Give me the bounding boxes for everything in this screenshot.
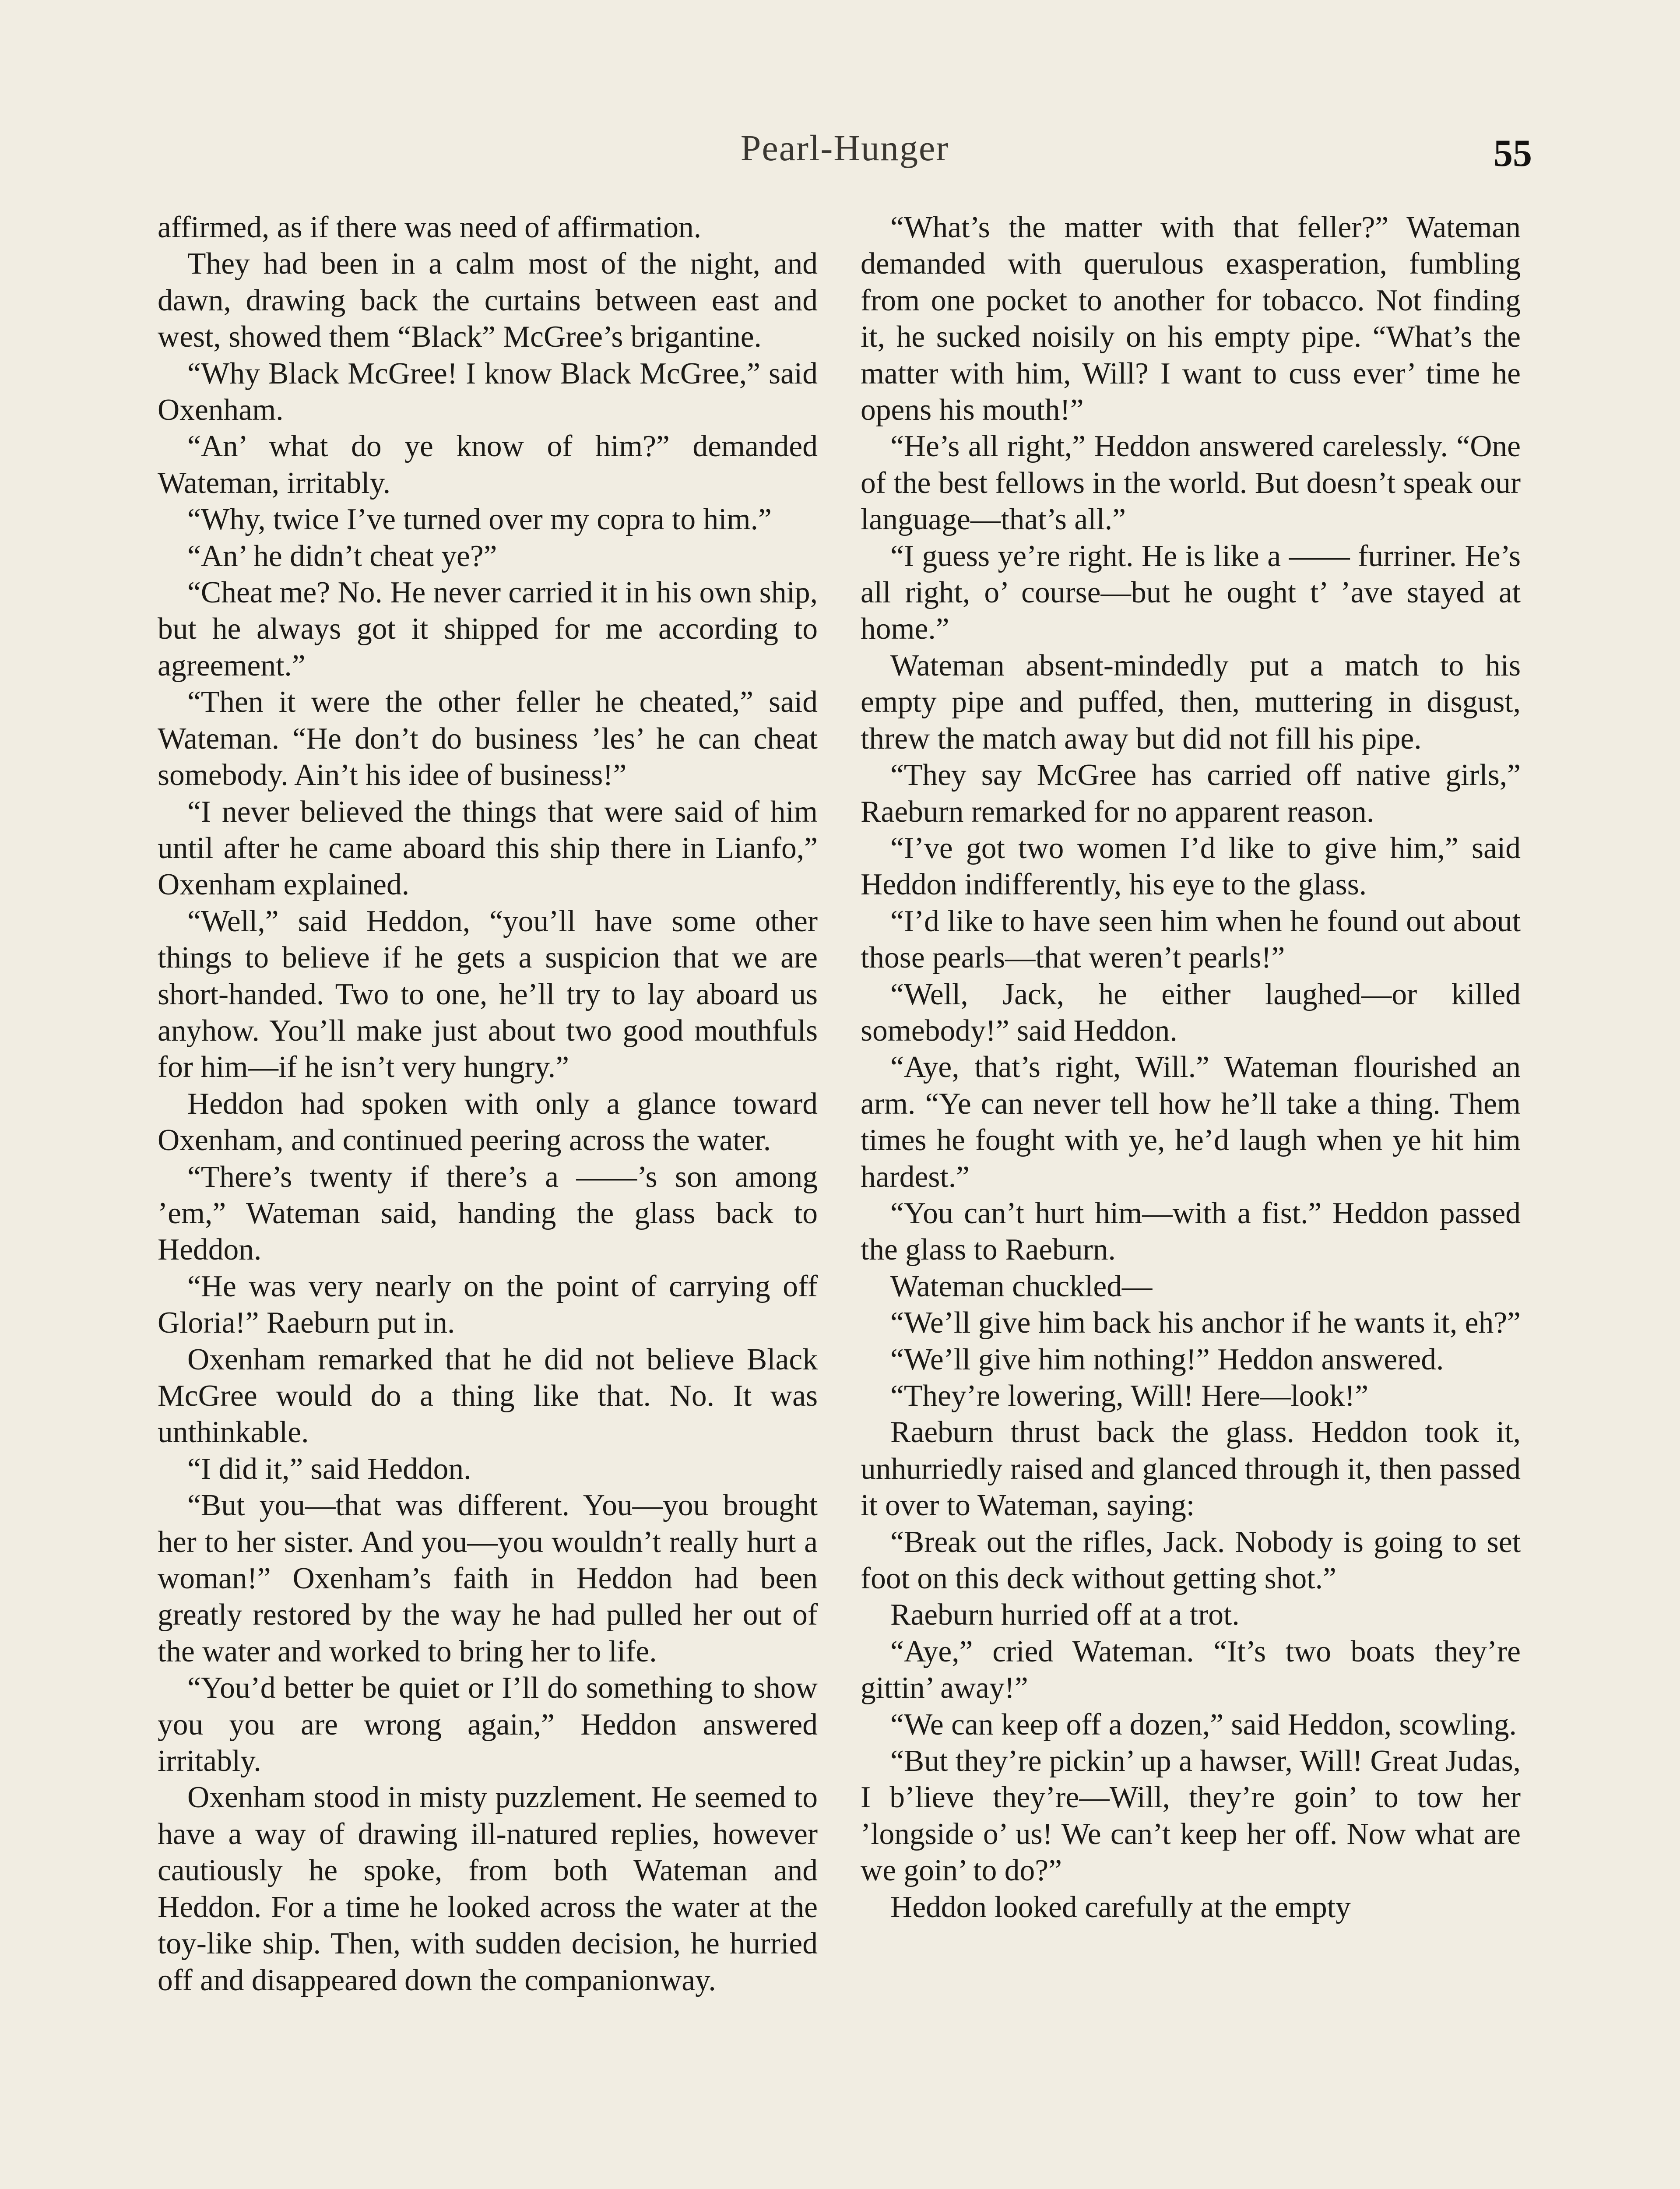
paragraph: “I never believed the things that were said of him until after he came aboard this ship there in Lianfo,” Oxenham explained. <box>158 795 818 902</box>
page-number: 55 <box>1494 132 1532 175</box>
paragraph: Wateman chuckled— <box>890 1269 1153 1303</box>
paragraph: “Break out the rifles, Jack. Nobody is going to set foot on this deck without getting shot.” <box>861 1525 1521 1596</box>
paragraph: “An’ he didn’t cheat ye?” <box>187 539 497 573</box>
paragraph: Raeburn hurried off at a trot. <box>890 1598 1240 1632</box>
paragraph: “They’re lowering, Will! Here—look!” <box>890 1379 1369 1413</box>
paragraph: “An’ what do ye know of him?” demanded Wateman, irritably. <box>158 429 818 500</box>
paragraph: “But they’re pickin’ up a hawser, Will! Great Judas, I b’lieve they’re—Will, they’re goin’ to tow her ’longside o’ us! We can’t keep her off. Now what are we goin’ to do?” <box>861 1744 1521 1888</box>
paragraph: “We’ll give him back his anchor if he wants it, eh?” <box>890 1306 1521 1340</box>
paragraph: “He was very nearly on the point of carrying off Gloria!” Raeburn put in. <box>158 1269 818 1340</box>
paragraph: Heddon looked carefully at the empty <box>890 1890 1351 1924</box>
paragraph: “You can’t hurt him—with a fist.” Heddon passed the glass to Raeburn. <box>861 1196 1521 1267</box>
right-column <box>861 209 1521 2189</box>
paragraph: “But you—that was different. You—you brought her to her sister. And you—you wouldn’t really hurt a woman!” Oxenham’s faith in Heddon had been greatly restored by the way he had pulled her out of the water and worked to bring her to life. <box>158 1489 818 1668</box>
paragraph: “We’ll give him nothing!” Heddon answered. <box>890 1342 1444 1376</box>
paragraph: “They say McGree has carried off native girls,” Raeburn remarked for no apparent reason. <box>861 758 1521 829</box>
paragraph: “Cheat me? No. He never carried it in his own ship, but he always got it shipped for me according to agreement.” <box>158 576 818 683</box>
paragraph: They had been in a calm most of the night, and dawn, drawing back the curtains between east and west, showed them “Black” McGree’s brigantine. <box>158 247 818 354</box>
paragraph: “Then it were the other feller he cheated,” said Wateman. “He don’t do business ’les’ he can cheat somebody. Ain’t his idee of business!” <box>158 685 818 792</box>
paragraph: “I did it,” said Heddon. <box>187 1452 471 1486</box>
paragraph: Oxenham stood in misty puzzlement. He seemed to have a way of drawing ill-natured replies, however cautiously he spoke, from both Wateman and Heddon. For a time he looked across the water at the toy-like ship. Then, with sudden decision, he hurried off and disappeared down the companionway. <box>158 1781 818 1997</box>
paragraph: Wateman absent-mindedly put a match to his empty pipe and puffed, then, muttering in disgust, threw the match away but did not fill his pipe. <box>861 648 1521 756</box>
paragraph: “I’d like to have seen him when he found out about those pearls—that weren’t pearls!” <box>861 904 1521 975</box>
paragraph: “He’s all right,” Heddon answered carelessly. “One of the best fellows in the world. But doesn’t speak our language—that’s all.” <box>861 429 1521 537</box>
paragraph: affirmed, as if there was need of affirmation. <box>158 211 702 244</box>
paragraph: Heddon had spoken with only a glance toward Oxenham, and continued peering across the water. <box>158 1087 818 1158</box>
paragraph: “Aye, that’s right, Will.” Wateman flourished an arm. “Ye can never tell how he’ll take a thing. Them times he fought with ye, he’d laugh when ye hit him hardest.” <box>861 1050 1521 1194</box>
paragraph: “What’s the matter with that feller?” Wateman demanded with querulous exasperation, fumbling from one pocket to another for tobacco. Not finding it, he sucked noisily on his empty pipe. “What’s the matter with him, Will? I want to cuss ever’ time he opens his mouth!” <box>861 211 1521 427</box>
left-column <box>158 209 818 2189</box>
paragraph: “Well,” said Heddon, “you’ll have some other things to believe if he gets a suspicion that we are short-handed. Two to one, he’ll try to lay aboard us anyhow. You’ll make just about two good mouthfuls for him—if he isn’t very hungry.” <box>158 904 818 1084</box>
paragraph: “I guess ye’re right. He is like a —— furriner. He’s all right, o’ course—but he ought t’ ’ave stayed at home.” <box>861 539 1521 646</box>
paragraph: “You’d better be quiet or I’ll do something to show you you are wrong again,” Heddon answered irritably. <box>158 1671 818 1778</box>
paragraph: “Well, Jack, he either laughed—or killed somebody!” said Heddon. <box>861 977 1521 1048</box>
running-title: Pearl-Hunger <box>740 128 949 169</box>
paragraph: Oxenham remarked that he did not believe Black McGree would do a thing like that. No. It was unthinkable. <box>158 1342 818 1450</box>
paragraph: “I’ve got two women I’d like to give him,” said Heddon indifferently, his eye to the glass. <box>861 831 1521 902</box>
paragraph: “Aye,” cried Wateman. “It’s two boats they’re gittin’ away!” <box>861 1634 1521 1705</box>
running-head <box>158 127 1532 179</box>
paragraph: “Why, twice I’ve turned over my copra to him.” <box>187 503 772 537</box>
paragraph: “There’s twenty if there’s a ——’s son among ’em,” Wateman said, handing the glass back to Heddon. <box>158 1160 818 1267</box>
paragraph: “We can keep off a dozen,” said Heddon, scowling. <box>890 1707 1517 1742</box>
paragraph: “Why Black McGree! I know Black McGree,” said Oxenham. <box>158 356 818 427</box>
paragraph: Raeburn thrust back the glass. Heddon took it, unhurriedly raised and glanced through it, then passed it over to Wateman, saying: <box>861 1415 1521 1523</box>
